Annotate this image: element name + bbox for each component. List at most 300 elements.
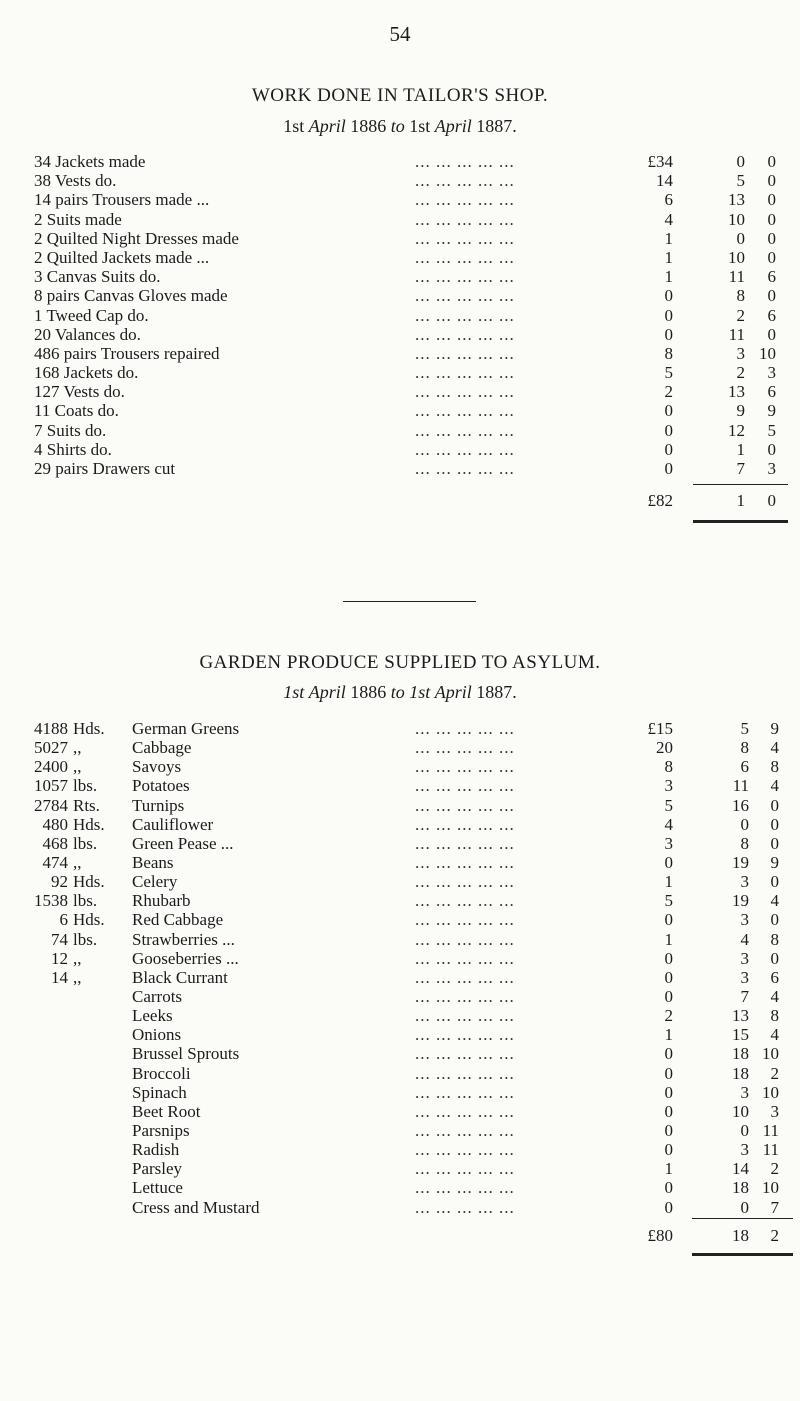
leader-dots: ... ... ... ... ... <box>415 343 515 363</box>
amount-pence: 0 <box>770 833 779 853</box>
amount-pence: 8 <box>770 929 779 949</box>
table-row <box>0 776 800 795</box>
amount-pounds: 0 <box>664 1197 673 1217</box>
item-label: 2 Quilted Night Dresses made <box>34 228 239 248</box>
amount-pounds: 0 <box>664 286 673 306</box>
amount-shillings: 12 <box>728 420 745 440</box>
quantity: 14 <box>51 967 68 987</box>
leader-dots: ... ... ... ... ... <box>415 363 515 383</box>
amount-shillings: 2 <box>736 305 745 325</box>
amount-pounds: 0 <box>664 459 673 478</box>
period-to-ord: 1st <box>409 682 431 702</box>
item-label: Beans <box>132 852 174 872</box>
amount-pence: 10 <box>762 1044 779 1064</box>
quantity: 480 <box>42 814 68 834</box>
amount-pence: 0 <box>767 324 776 344</box>
item-label: 3 Canvas Suits do. <box>34 267 161 287</box>
amount-shillings: 0 <box>740 1197 749 1217</box>
item-label: Celery <box>132 872 178 892</box>
leader-dots: ... ... ... ... ... <box>415 305 515 325</box>
amount-pence: 3 <box>767 459 776 478</box>
amount-pence: 6 <box>767 382 776 402</box>
amount-pence: 6 <box>767 305 776 325</box>
tailor-total-row <box>0 491 800 511</box>
garden-total-shillings: 18 <box>732 1226 749 1245</box>
amount-pounds: 0 <box>664 1101 673 1121</box>
item-label: Rhubarb <box>132 891 191 911</box>
table-row <box>0 344 800 363</box>
leader-dots: ... ... ... ... ... <box>415 1178 515 1198</box>
amount-shillings: 0 <box>736 152 745 171</box>
amount-shillings: 0 <box>736 228 745 248</box>
table-row <box>0 796 800 815</box>
amount-pence: 10 <box>759 343 776 363</box>
table-row <box>0 1064 800 1083</box>
amount-pounds: £15 <box>647 719 673 738</box>
amount-pence: 9 <box>770 719 779 738</box>
leader-dots: ... ... ... ... ... <box>415 719 515 738</box>
item-label: 4 Shirts do. <box>34 439 112 459</box>
unit: lbs. <box>73 929 98 949</box>
amount-shillings: 5 <box>740 719 749 738</box>
amount-pounds: 5 <box>664 891 673 911</box>
amount-pounds: 0 <box>664 1140 673 1160</box>
garden-total-row <box>0 1226 800 1246</box>
table-row <box>0 171 800 190</box>
amount-pounds: 14 <box>656 171 673 191</box>
amount-pence: 2 <box>770 1159 779 1179</box>
leader-dots: ... ... ... ... ... <box>415 190 515 210</box>
amount-pence: 0 <box>770 795 779 815</box>
table-row <box>0 267 800 286</box>
amount-pounds: 4 <box>664 814 673 834</box>
item-label: 127 Vests do. <box>34 382 125 402</box>
amount-pence: 0 <box>767 152 776 171</box>
amount-shillings: 10 <box>728 247 745 267</box>
amount-pence: 0 <box>767 190 776 210</box>
leader-dots: ... ... ... ... ... <box>415 152 515 171</box>
item-label: 1 Tweed Cap do. <box>34 305 149 325</box>
amount-pence: 11 <box>762 1140 779 1160</box>
item-label: Radish <box>132 1140 180 1160</box>
item-label: Strawberries ... <box>132 929 235 949</box>
leader-dots: ... ... ... ... ... <box>415 738 515 758</box>
unit: lbs. <box>73 833 98 853</box>
table-row <box>0 229 800 248</box>
item-label: 38 Vests do. <box>34 171 117 191</box>
table-row <box>0 401 800 420</box>
leader-dots: ... ... ... ... ... <box>415 872 515 892</box>
leader-dots: ... ... ... ... ... <box>415 852 515 872</box>
amount-shillings: 11 <box>732 776 749 796</box>
item-label: 34 Jackets made <box>34 152 146 171</box>
item-label: 8 pairs Canvas Gloves made <box>34 286 228 306</box>
period-from-year: 1886 <box>350 116 387 136</box>
leader-dots: ... ... ... ... ... <box>415 795 515 815</box>
amount-pence: 2 <box>770 1063 779 1083</box>
amount-shillings: 5 <box>736 171 745 191</box>
table-row <box>0 1102 800 1121</box>
tailor-title: WORK DONE IN TAILOR'S SHOP. <box>251 85 549 106</box>
amount-pounds: 20 <box>656 738 673 758</box>
table-row <box>0 930 800 949</box>
table-row <box>0 363 800 382</box>
leader-dots: ... ... ... ... ... <box>415 439 515 459</box>
leader-dots: ... ... ... ... ... <box>415 757 515 777</box>
leader-dots: ... ... ... ... ... <box>415 420 515 440</box>
amount-pounds: 0 <box>664 986 673 1006</box>
amount-pence: 0 <box>767 439 776 459</box>
table-row <box>0 949 800 968</box>
amount-shillings: 10 <box>728 209 745 229</box>
leader-dots: ... ... ... ... ... <box>415 1120 515 1140</box>
amount-shillings: 13 <box>728 190 745 210</box>
amount-pence: 8 <box>770 757 779 777</box>
leader-dots: ... ... ... ... ... <box>415 286 515 306</box>
table-row <box>0 1025 800 1044</box>
amount-pounds: 1 <box>664 872 673 892</box>
leader-dots: ... ... ... ... ... <box>415 228 515 248</box>
item-label: Brussel Sprouts <box>132 1044 240 1064</box>
item-label: Gooseberries ... <box>132 948 239 968</box>
amount-shillings: 8 <box>740 833 749 853</box>
leader-dots: ... ... ... ... ... <box>415 401 515 421</box>
amount-pounds: 0 <box>664 967 673 987</box>
item-label: Black Currant <box>132 967 228 987</box>
amount-pounds: £34 <box>647 152 673 171</box>
amount-pounds: 0 <box>664 401 673 421</box>
quantity: 5027 <box>34 738 68 758</box>
item-label: Potatoes <box>132 776 190 796</box>
amount-pounds: 5 <box>664 363 673 383</box>
table-row <box>0 325 800 344</box>
item-label: Cress and Mustard <box>132 1197 260 1217</box>
table-row <box>0 440 800 459</box>
item-label: Parsley <box>132 1159 183 1179</box>
table-row <box>0 190 800 209</box>
leader-dots: ... ... ... ... ... <box>415 833 515 853</box>
item-label: Savoys <box>132 757 182 777</box>
leader-dots: ... ... ... ... ... <box>415 1006 515 1026</box>
amount-shillings: 18 <box>732 1044 749 1064</box>
amount-shillings: 10 <box>732 1101 749 1121</box>
tailor-total-pence: 0 <box>767 491 776 510</box>
amount-pence: 6 <box>770 967 779 987</box>
table-row <box>0 210 800 229</box>
amount-shillings: 19 <box>732 852 749 872</box>
amount-pence: 4 <box>770 738 779 758</box>
amount-pence: 5 <box>767 420 776 440</box>
item-label: Onions <box>132 1025 182 1045</box>
amount-pounds: 8 <box>664 343 673 363</box>
amount-shillings: 18 <box>732 1178 749 1198</box>
item-label: 29 pairs Drawers cut <box>34 459 176 478</box>
leader-dots: ... ... ... ... ... <box>415 986 515 1006</box>
amount-pounds: 0 <box>664 852 673 872</box>
item-label: 7 Suits do. <box>34 420 107 440</box>
amount-pounds: 1 <box>664 1025 673 1045</box>
amount-pence: 4 <box>770 1025 779 1045</box>
unit: lbs. <box>73 891 98 911</box>
unit: Hds. <box>73 814 105 834</box>
amount-pounds: 0 <box>664 1178 673 1198</box>
leader-dots: ... ... ... ... ... <box>415 324 515 344</box>
table-row <box>0 738 800 757</box>
table-row <box>0 910 800 929</box>
amount-shillings: 16 <box>732 795 749 815</box>
tailor-period <box>0 116 800 137</box>
amount-shillings: 13 <box>732 1006 749 1026</box>
amount-shillings: 4 <box>740 929 749 949</box>
table-row <box>0 719 800 738</box>
amount-pence: 0 <box>770 814 779 834</box>
leader-dots: ... ... ... ... ... <box>415 910 515 930</box>
amount-shillings: 3 <box>740 910 749 930</box>
leader-dots: ... ... ... ... ... <box>415 1063 515 1083</box>
leader-dots: ... ... ... ... ... <box>415 948 515 968</box>
amount-pounds: 0 <box>664 420 673 440</box>
amount-pence: 0 <box>770 910 779 930</box>
table-row <box>0 421 800 440</box>
amount-pounds: 3 <box>664 776 673 796</box>
item-label: Beet Root <box>132 1101 201 1121</box>
period-from-ord: 1st <box>283 682 305 702</box>
amount-pence: 9 <box>767 401 776 421</box>
quantity: 2400 <box>34 757 68 777</box>
tailor-total-shillings: 1 <box>736 491 745 510</box>
leader-dots: ... ... ... ... ... <box>415 967 515 987</box>
amount-pounds: 2 <box>664 1006 673 1026</box>
amount-pence: 10 <box>762 1082 779 1102</box>
amount-shillings: 3 <box>736 343 745 363</box>
leader-dots: ... ... ... ... ... <box>415 171 515 191</box>
quantity: 474 <box>42 852 68 872</box>
period-to-month: April <box>434 682 472 702</box>
garden-subtotal-rule <box>692 1218 793 1219</box>
leader-dots: ... ... ... ... ... <box>415 929 515 949</box>
item-label: Spinach <box>132 1082 187 1102</box>
amount-shillings: 14 <box>732 1159 749 1179</box>
period-from-month: April <box>308 116 346 136</box>
amount-shillings: 3 <box>740 948 749 968</box>
table-row <box>0 987 800 1006</box>
amount-pence: 9 <box>770 852 779 872</box>
page-number: 54 <box>389 22 411 46</box>
item-label: 2 Quilted Jackets made ... <box>34 247 210 267</box>
amount-shillings: 3 <box>740 1082 749 1102</box>
item-label: Turnips <box>132 795 185 815</box>
amount-shillings: 9 <box>736 401 745 421</box>
amount-pence: 6 <box>767 267 776 287</box>
amount-shillings: 3 <box>740 1140 749 1160</box>
item-label: Red Cabbage <box>132 910 224 930</box>
amount-shillings: 7 <box>736 459 745 478</box>
garden-total-double-rule <box>692 1253 793 1256</box>
garden-total-pence: 2 <box>770 1226 779 1245</box>
unit: Hds. <box>73 872 105 892</box>
table-row <box>0 286 800 305</box>
tailor-total-double-rule <box>693 520 788 523</box>
amount-shillings: 0 <box>740 1120 749 1140</box>
unit: Hds. <box>73 910 105 930</box>
amount-shillings: 8 <box>736 286 745 306</box>
period-to-ord: 1st <box>409 116 431 136</box>
item-label: Broccoli <box>132 1063 191 1083</box>
table-row <box>0 1121 800 1140</box>
period-to-year: 1887. <box>476 116 517 136</box>
amount-pounds: 1 <box>664 929 673 949</box>
tailor-table <box>0 152 800 478</box>
amount-pence: 4 <box>770 891 779 911</box>
amount-shillings: 11 <box>728 324 745 344</box>
unit: Hds. <box>73 719 105 738</box>
amount-pounds: 0 <box>664 324 673 344</box>
amount-pounds: 8 <box>664 757 673 777</box>
amount-pounds: 2 <box>664 382 673 402</box>
amount-pounds: 0 <box>664 1082 673 1102</box>
leader-dots: ... ... ... ... ... <box>415 891 515 911</box>
leader-dots: ... ... ... ... ... <box>415 1082 515 1102</box>
quantity: 1538 <box>34 891 68 911</box>
item-label: 11 Coats do. <box>34 401 119 421</box>
unit: ,, <box>73 852 82 872</box>
amount-pounds: 1 <box>664 247 673 267</box>
item-label: 20 Valances do. <box>34 324 141 344</box>
period-to-word: to <box>390 682 405 702</box>
item-label: Parsnips <box>132 1120 190 1140</box>
leader-dots: ... ... ... ... ... <box>415 1140 515 1160</box>
amount-shillings: 8 <box>740 738 749 758</box>
garden-title: GARDEN PRODUCE SUPPLIED TO ASYLUM. <box>199 652 601 673</box>
unit: ,, <box>73 967 82 987</box>
leader-dots: ... ... ... ... ... <box>415 209 515 229</box>
item-label: Carrots <box>132 986 183 1006</box>
amount-pounds: 5 <box>664 795 673 815</box>
amount-shillings: 6 <box>740 757 749 777</box>
unit: ,, <box>73 757 82 777</box>
leader-dots: ... ... ... ... ... <box>415 1025 515 1045</box>
leader-dots: ... ... ... ... ... <box>415 1101 515 1121</box>
amount-shillings: 18 <box>732 1063 749 1083</box>
amount-shillings: 7 <box>740 986 749 1006</box>
tailor-subtotal-rule <box>693 484 788 485</box>
amount-pence: 4 <box>770 776 779 796</box>
amount-pence: 0 <box>767 209 776 229</box>
quantity: 4188 <box>34 719 68 738</box>
amount-pounds: 3 <box>664 833 673 853</box>
unit: ,, <box>73 948 82 968</box>
amount-shillings: 11 <box>728 267 745 287</box>
quantity: 468 <box>42 833 68 853</box>
amount-shillings: 15 <box>732 1025 749 1045</box>
amount-pounds: 0 <box>664 1044 673 1064</box>
item-label: German Greens <box>132 719 240 738</box>
amount-shillings: 3 <box>740 872 749 892</box>
item-label: 2 Suits made <box>34 209 122 229</box>
amount-shillings: 13 <box>728 382 745 402</box>
section-divider <box>343 601 476 602</box>
table-row <box>0 382 800 401</box>
table-row <box>0 891 800 910</box>
amount-shillings: 2 <box>736 363 745 383</box>
amount-pence: 0 <box>770 872 779 892</box>
table-row <box>0 1083 800 1102</box>
item-label: Leeks <box>132 1006 173 1026</box>
garden-total-pounds: £80 <box>647 1226 673 1245</box>
period-to-month: April <box>434 116 472 136</box>
amount-pence: 10 <box>762 1178 779 1198</box>
table-row <box>0 1198 800 1217</box>
table-row <box>0 306 800 325</box>
amount-shillings: 1 <box>736 439 745 459</box>
table-row <box>0 1178 800 1197</box>
leader-dots: ... ... ... ... ... <box>415 459 515 478</box>
amount-pounds: 0 <box>664 1120 673 1140</box>
amount-pence: 0 <box>770 948 779 968</box>
table-row <box>0 459 800 478</box>
amount-pence: 0 <box>767 171 776 191</box>
unit: Rts. <box>73 795 100 815</box>
amount-pounds: 0 <box>664 948 673 968</box>
quantity: 1057 <box>34 776 68 796</box>
item-label: 168 Jackets do. <box>34 363 139 383</box>
amount-pence: 0 <box>767 247 776 267</box>
amount-pounds: 1 <box>664 1159 673 1179</box>
leader-dots: ... ... ... ... ... <box>415 1197 515 1217</box>
quantity: 74 <box>51 929 68 949</box>
quantity: 2784 <box>34 795 68 815</box>
period-to-year: 1887. <box>476 682 517 702</box>
amount-pence: 3 <box>767 363 776 383</box>
period-from-ord: 1st <box>283 116 305 136</box>
table-row <box>0 853 800 872</box>
leader-dots: ... ... ... ... ... <box>415 814 515 834</box>
amount-pounds: 0 <box>664 910 673 930</box>
amount-shillings: 3 <box>740 967 749 987</box>
garden-period <box>0 682 800 703</box>
item-label: 486 pairs Trousers repaired <box>34 343 220 363</box>
amount-pence: 8 <box>770 1006 779 1026</box>
table-row <box>0 757 800 776</box>
amount-pence: 3 <box>770 1101 779 1121</box>
leader-dots: ... ... ... ... ... <box>415 267 515 287</box>
table-row <box>0 248 800 267</box>
amount-pence: 4 <box>770 986 779 1006</box>
leader-dots: ... ... ... ... ... <box>415 382 515 402</box>
amount-pounds: 1 <box>664 228 673 248</box>
unit: lbs. <box>73 776 98 796</box>
unit: ,, <box>73 738 82 758</box>
table-row <box>0 152 800 171</box>
amount-pounds: 1 <box>664 267 673 287</box>
table-row <box>0 1044 800 1063</box>
amount-pounds: 0 <box>664 305 673 325</box>
amount-pounds: 0 <box>664 439 673 459</box>
amount-pence: 7 <box>770 1197 779 1217</box>
amount-shillings: 0 <box>740 814 749 834</box>
amount-pence: 0 <box>767 286 776 306</box>
item-label: Cauliflower <box>132 814 214 834</box>
leader-dots: ... ... ... ... ... <box>415 776 515 796</box>
item-label: Green Pease ... <box>132 833 234 853</box>
leader-dots: ... ... ... ... ... <box>415 1159 515 1179</box>
quantity: 92 <box>51 872 68 892</box>
tailor-total-pounds: £82 <box>647 491 673 510</box>
garden-table <box>0 719 800 1217</box>
period-to-word: to <box>390 116 405 136</box>
leader-dots: ... ... ... ... ... <box>415 247 515 267</box>
table-row <box>0 815 800 834</box>
